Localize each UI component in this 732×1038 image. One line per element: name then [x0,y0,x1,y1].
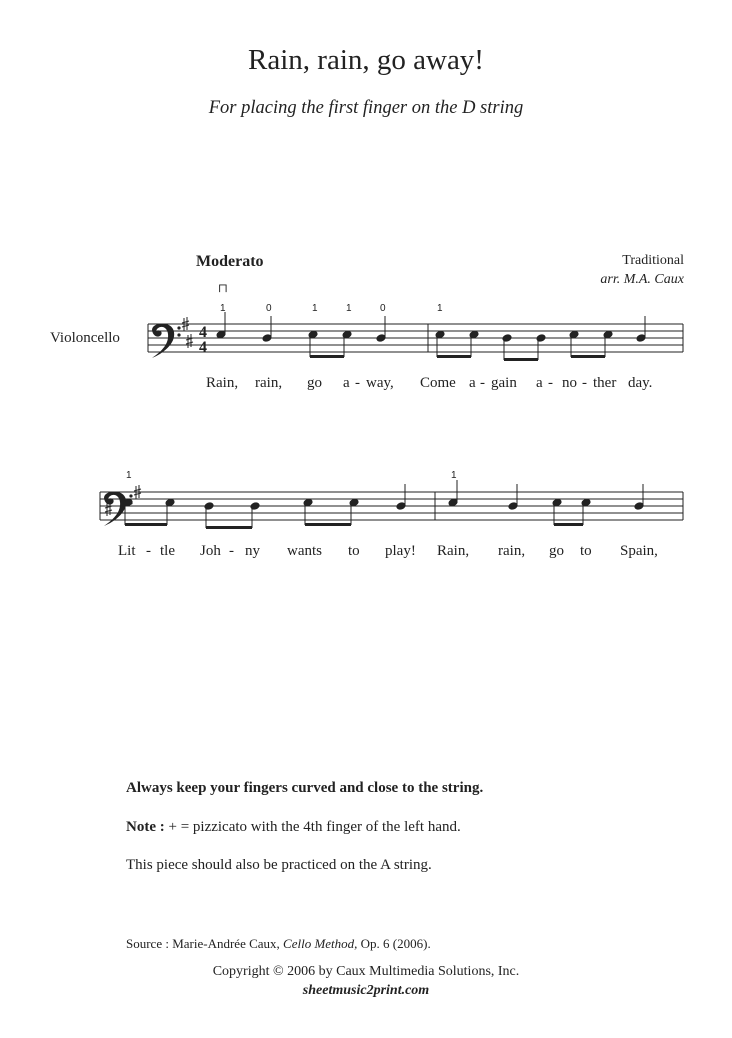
lyric-syllable: Come [420,375,456,391]
source-suffix: Op. 6 (2006). [357,936,431,951]
fingering: 1 [346,303,352,314]
lyric-hyphen: - [229,543,234,559]
arranger-credit: arr. M.A. Caux [600,272,684,287]
notes-measure-1 [216,312,386,358]
bass-clef-2 [104,492,133,527]
lyric-syllable: Lit [118,543,136,559]
time-signature-top: 4 [199,324,207,341]
lyric-syllable: way, [366,375,394,391]
lyric-syllable: go [307,375,322,391]
instrument-label: Violoncello [50,330,120,346]
lyric-syllable: Rain, [206,375,239,391]
pizzicato-note [126,819,461,836]
lyric-syllable: wants [287,543,322,559]
note-label: Note : [126,819,165,835]
fingering: 0 [266,303,272,314]
lyric-hyphen: - [480,375,485,391]
bow-mark: ⊓ [218,281,229,295]
lyric-syllable: ther [593,375,617,391]
lyric-syllable: go [549,543,564,559]
fingering: 1 [126,470,132,481]
fingering: 0 [380,303,386,314]
lyric-syllable: Joh [200,543,221,559]
lyric-hyphen: - [355,375,360,391]
lyric-syllable: Rain, [437,543,470,559]
lyric-syllable: tle [160,543,175,559]
lyric-syllable: a [343,375,350,391]
fingering: 1 [312,303,318,314]
staff-system-1 [148,324,683,352]
lyric-syllable: no [562,375,577,391]
source-title: Cello Method, [283,936,358,951]
lyric-syllable: to [348,543,360,559]
time-signature-bottom: 4 [199,339,207,356]
tempo-marking: Moderato [196,253,264,270]
lyric-syllable: to [580,543,592,559]
lyric-syllable: Spain, [620,543,658,559]
website-link[interactable]: sheetmusic2print.com [302,983,430,998]
lyric-syllable: rain, [498,543,526,559]
source-citation [126,936,431,952]
lyric-syllable: play! [385,543,416,559]
lyric-syllable: day. [628,375,653,391]
bass-clef-1 [152,324,181,359]
copyright-notice: Copyright © 2006 by Caux Multimedia Solutions, Inc. [212,964,520,979]
note-text: + = pizzicato with the 4th finger of the left hand. [164,819,461,835]
composer-credit: Traditional [622,253,684,268]
fingering: 1 [437,303,443,314]
practice-note: This piece should also be practiced on the A string. [126,857,432,873]
page-title: Rain, rain, go away! [248,44,484,76]
key-signature-1 [182,317,193,348]
lyric-syllable: ny [245,543,260,559]
lyric-hyphen: - [582,375,587,391]
fingering: 1 [451,470,457,481]
lyric-syllable: rain, [255,375,283,391]
lyric-hyphen: - [548,375,553,391]
staff-system-2 [100,492,683,520]
page-subtitle: For placing the first finger on the D string [208,98,524,118]
lyric-syllable: a [536,375,543,391]
notes-measure-4 [448,480,644,526]
fingering: 1 [220,303,226,314]
instruction-note: Always keep your fingers curved and close to the string. [126,780,484,796]
lyric-syllable: gain [491,375,517,391]
source-prefix: Source : Marie-Andrée Caux, [126,936,284,951]
lyric-hyphen: - [146,543,151,559]
lyric-syllable: a [469,375,476,391]
